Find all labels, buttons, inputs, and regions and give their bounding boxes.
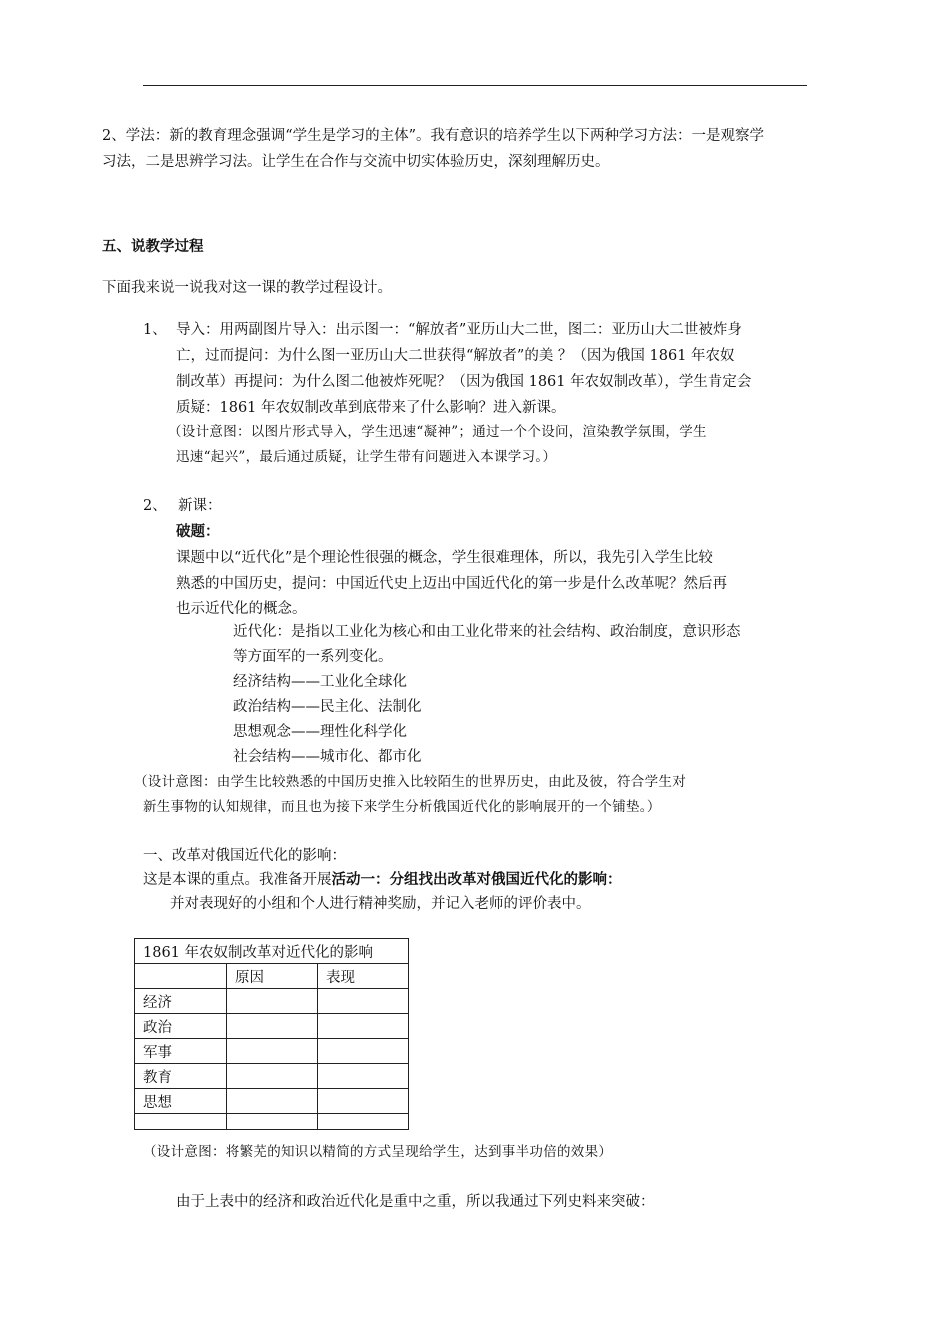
step2-note-line-1: （设计意图：由学生比较熟悉的中国历史推入比较陌生的世界历史，由此及彼，符合学生对 [134,774,686,790]
step1-number: 1、 [143,322,167,338]
step1-line-4: 质疑：1861 年农奴制改革到底带来了什么影响？进入新课。 [176,400,566,416]
table-header-manifestation: 表现 [318,964,409,989]
step2-line-1: 课题中以“近代化”是个理论性很强的概念，学生很难理体，所以，我先引入学生比较 [176,550,713,566]
table-cell [227,1014,318,1039]
part-one-line-1 [143,868,622,889]
step2-title: 新课： [178,498,222,514]
table-cell [227,1114,318,1130]
row-label-empty [135,1114,227,1130]
step2-line-3: 也示近代化的概念。 [176,601,307,617]
header-rule [143,85,807,86]
table-cell [318,1089,409,1114]
part-one-line-prefix: 这是本课的重点。我准备开展 [143,872,332,888]
table-header-row [135,964,409,989]
step2-note-line-2: 新生事物的认知规律，而且也为接下来学生分析俄国近代化的影响展开的一个铺垫。） [143,799,661,815]
table-cell [318,1014,409,1039]
step1-line-3: 制改革）再提问：为什么图二他被炸死呢？（因为俄国 1861 年农奴制改革），学生肯定会 [176,374,752,390]
step1-note-line-2: 迅速“起兴”，最后通过质疑，让学生带有问题进入本课学习。） [176,449,557,465]
definition-line-1: 近代化：是指以工业化为核心和由工业化带来的社会结构、政治制度，意识形态 [233,624,741,640]
table-cell [318,989,409,1014]
row-label-thought: 思想 [135,1089,227,1114]
table-cell [318,1039,409,1064]
row-label-military: 军事 [135,1039,227,1064]
closing-line: 由于上表中的经济和政治近代化是重中之重，所以我通过下列史料来突破： [176,1194,655,1210]
table-row [135,1039,409,1064]
table-row [135,1089,409,1114]
table-row [135,989,409,1014]
definition-economy: 经济结构——工业化全球化 [233,674,407,690]
table-cell [227,1039,318,1064]
definition-society: 社会结构——城市化、都市化 [233,749,422,765]
step1-note-line-1: （设计意图：以图片形式导入，学生迅速“凝神”；通过一个个设问，渲染教学氛围，学生 [168,424,707,440]
table-cell [318,1064,409,1089]
table-row [135,1064,409,1089]
table-header-cell [135,964,227,989]
activity-one-label: 活动一：分组找出改革对俄国近代化的影响： [331,871,622,888]
table-row [135,1114,409,1130]
step1-line-2: 亡，过而提问：为什么图一亚历山大二世获得“解放者”的美 ？（因为俄国 1861 年农奴 [176,348,735,364]
table-cell [227,1064,318,1089]
part-one-heading: 一、改革对俄国近代化的影响： [143,848,346,864]
definition-thought: 思想观念——理性化科学化 [233,724,407,740]
section-five-heading: 五、说教学过程 [102,238,204,255]
row-label-education: 教育 [135,1064,227,1089]
table-cell [318,1114,409,1130]
step2-subheading: 破题： [176,523,220,540]
row-label-economy: 经济 [135,989,227,1014]
learning-method-line-2: 习法，二是思辨学习法。让学生在合作与交流中切实体验历史，深刻理解历史。 [102,154,610,170]
learning-method-line-1: 2、学法：新的教育理念强调“学生是学习的主体”。我有意识的培养学生以下两种学习方法：一是观察学 [102,128,765,144]
table-note: （设计意图：将繁芜的知识以精简的方式呈现给学生，达到事半功倍的效果） [143,1144,613,1160]
table-title-row [135,939,409,964]
table-cell [227,1089,318,1114]
row-label-politics: 政治 [135,1014,227,1039]
table-cell [227,989,318,1014]
section-five-intro: 下面我来说一说我对这一课的教学过程设计。 [102,280,392,296]
table-header-cause: 原因 [227,964,318,989]
step1-line-1: 导入：用两副图片导入：出示图一：“解放者”亚历山大二世，图二：亚历山大二世被炸身 [176,322,742,338]
part-one-line-2: 并对表现好的小组和个人进行精神奖励，并记入老师的评价表中。 [170,896,591,912]
table-title: 1861 年农奴制改革对近代化的影响 [135,939,409,964]
impact-table [134,938,409,1130]
step2-number: 2、 [143,498,167,514]
definition-line-2: 等方面军的一系列变化。 [233,649,393,665]
table-row [135,1014,409,1039]
step2-line-2: 熟悉的中国历史，提问：中国近代史上迈出中国近代化的第一步是什么改革呢？然后再 [176,576,727,592]
definition-politics: 政治结构——民主化、法制化 [233,699,422,715]
